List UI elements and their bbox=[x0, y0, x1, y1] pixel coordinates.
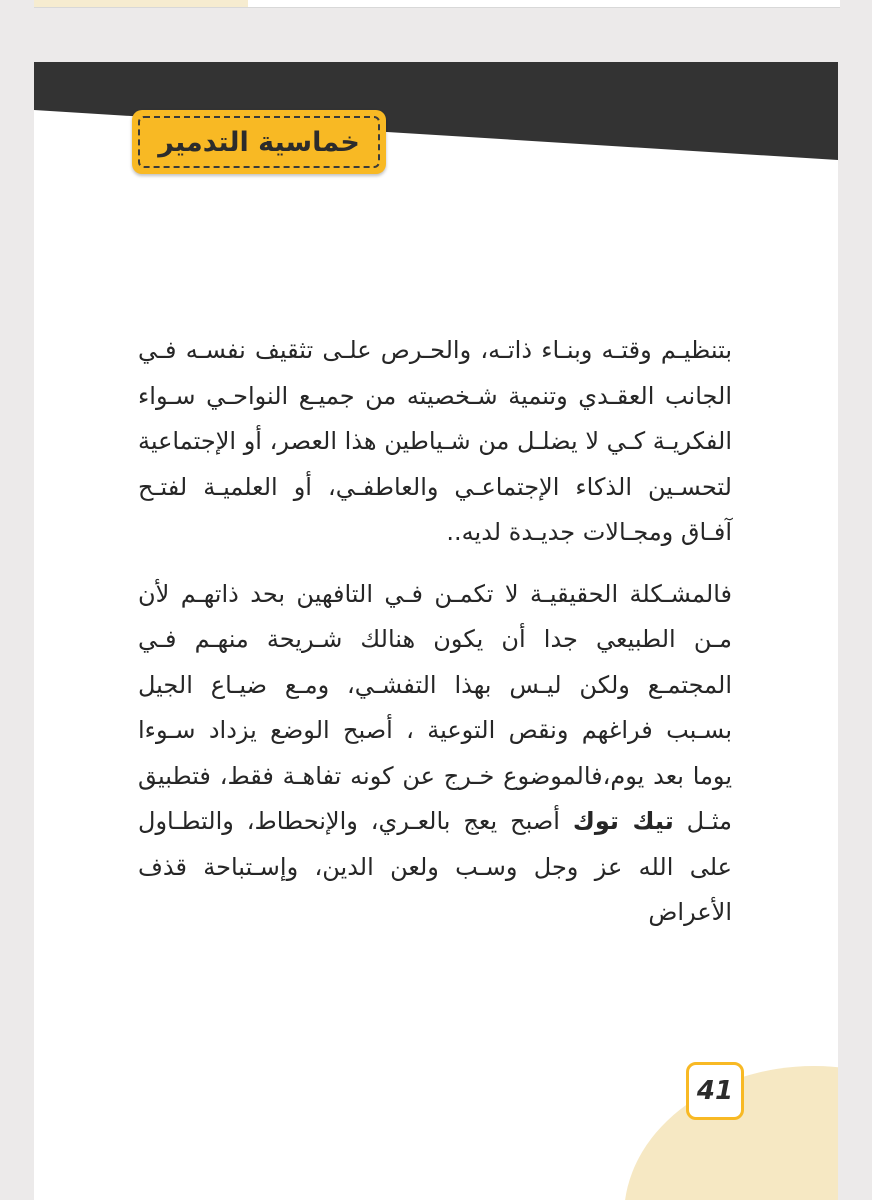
chapter-title: خماسية التدمير bbox=[158, 126, 360, 158]
previous-page-edge bbox=[34, 0, 840, 8]
chapter-title-badge bbox=[132, 110, 386, 174]
page-number: 41 bbox=[686, 1062, 744, 1120]
previous-page-accent bbox=[34, 0, 248, 7]
body-text bbox=[138, 328, 732, 936]
paragraph-1: بتنظيـم وقتـه وبنـاء ذاتـه، والحـرص علـى تثقيف نفسـه فـي الجانب العقـدي وتنمية شـخصيته من جميـع النواحـي سـواء الفكريـة كـي لا يضلـل من شـياطين هذا العصر، أو الإجتماعية لتحسـين الذكاء الإجتماعـي والعاطفـي، أو العلميـة لفتـح آفـاق ومجـالات جديـدة لديه.. bbox=[138, 336, 732, 546]
paragraph-2-start: فالمشـكلة الحقيقيـة لا تكمـن فـي التافهين بحد ذاتهـم لأن مـن الطبيعي جدا أن يكون هنالك شـريحة منهـم فـي المجتمـع ولكن ليـس بهذا التفشـي، ومـع ضيـاع الجيل بسـبب فراغهم ونقص التوعية ، أصبح الوضع يزداد سـوءا يوما بعد يوم،فالموضوع خـرج عن كونه تفاهـة فقط، فتطبيق مثـل bbox=[138, 579, 732, 835]
paragraph-2-end: أصبح يعج بالعـري، والإنحطاط، والتطـاول على الله عز وجل وسـب ولعن الدين، وإسـتباحة قذف الأعراض bbox=[138, 807, 732, 926]
book-page bbox=[34, 62, 838, 1200]
app-name-bold: تيك توك bbox=[572, 807, 674, 835]
paragraph-2 bbox=[138, 572, 732, 936]
